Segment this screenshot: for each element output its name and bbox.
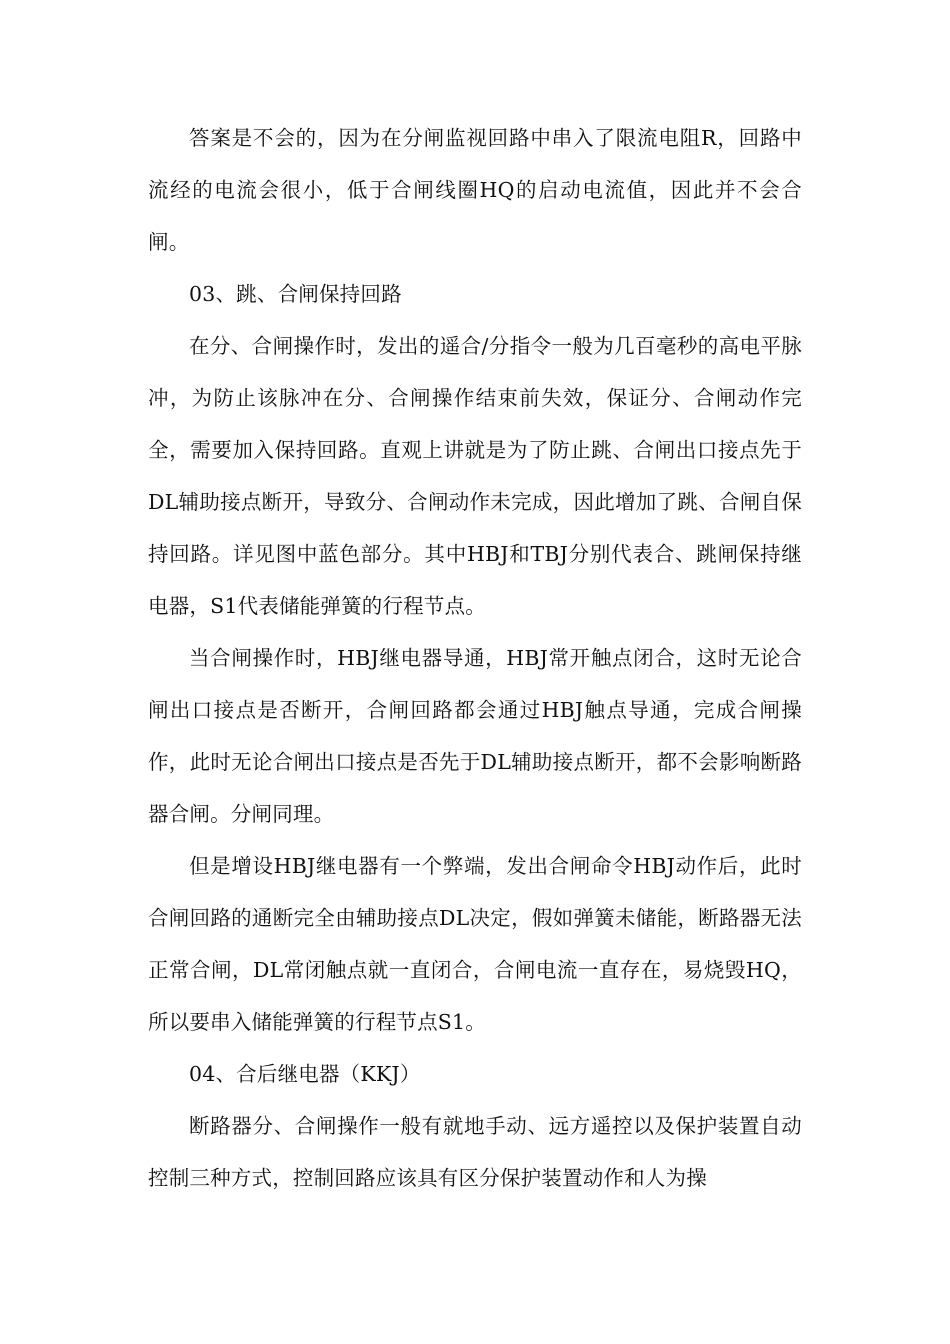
section-heading-03: 03、跳、合闸保持回路 — [189, 282, 402, 306]
section-heading-04: 04、合后继电器（KKJ） — [189, 1062, 421, 1086]
document-body — [148, 112, 802, 1204]
paragraph-closing-operation: 当合闸操作时，HBJ继电器导通，HBJ常开触点闭合，这时无论合闸出口接点是否断开，合闸回路都会通过HBJ触点导通，完成合闸操作，此时无论合闸出口接点是否先于DL辅助接点断开，都不会影响断路器合闸。分闸同理。 — [148, 646, 802, 826]
paragraph-answer: 答案是不会的，因为在分闸监视回路中串入了限流电阻R，回路中流经的电流会很小，低于合闸线圈HQ的启动电流值，因此并不会合闸。 — [148, 126, 802, 254]
paragraph-control-modes: 断路器分、合闸操作一般有就地手动、远方遥控以及保护装置自动控制三种方式，控制回路应该具有区分保护装置动作和人为操 — [148, 1114, 802, 1190]
paragraph-hold-circuit: 在分、合闸操作时，发出的遥合/分指令一般为几百毫秒的高电平脉冲，为防止该脉冲在分、合闸操作结束前失效，保证分、合闸动作完全，需要加入保持回路。直观上讲就是为了防止跳、合闸出口接点先于DL辅助接点断开，导致分、合闸动作未完成，因此增加了跳、合闸自保持回路。详见图中蓝色部分。其中HBJ和TBJ分别代表合、跳闸保持继电器，S1代表储能弹簧的行程节点。 — [148, 334, 802, 618]
paragraph-hbj-drawback: 但是增设HBJ继电器有一个弊端，发出合闸命令HBJ动作后，此时合闸回路的通断完全由辅助接点DL决定，假如弹簧未储能，断路器无法正常合闸，DL常闭触点就一直闭合，合闸电流一直存在，易烧毁HQ，所以要串入储能弹簧的行程节点S1。 — [148, 854, 802, 1034]
